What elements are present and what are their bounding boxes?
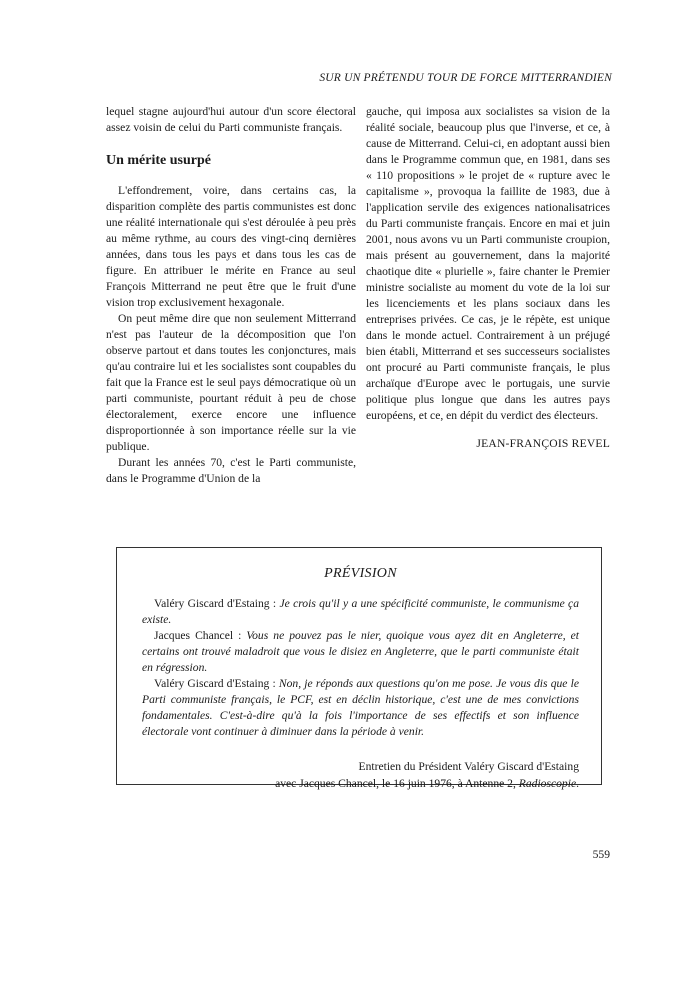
source-line-2: avec Jacques Chancel, le 16 juin 1976, à Antenne 2, xyxy=(275,777,519,790)
source-end: . xyxy=(576,777,579,790)
left-column xyxy=(106,104,356,487)
right-column xyxy=(366,104,610,452)
running-head: SUR UN PRÉTENDU TOUR DE FORCE MITTERRANDIEN xyxy=(319,72,612,84)
left-paragraph-2: On peut même dire que non seulement Mitterrand n'est pas l'auteur de la décomposition que l'on observe partout et dans toutes les conjonctures, mais qu'au contraire lui et les socialistes sont coupables du fait que la France est le seul pays démocratique où un parti communiste, pourtant réduit à peu de chose électoralement, exerce encore une influence disproportionnée à son importance réelle sur la vie publique. xyxy=(106,312,356,453)
left-intro-paragraph: lequel stagne aujourd'hui autour d'un score électoral assez voisin de celui du Parti communiste français. xyxy=(106,105,356,134)
exchange-1 xyxy=(142,596,579,628)
author-signature: JEAN-FRANÇOIS REVEL xyxy=(476,437,610,450)
exchange-2 xyxy=(142,628,579,676)
exchange-3 xyxy=(142,676,579,740)
box-title: PRÉVISION xyxy=(324,566,397,581)
speaker: Jacques Chancel : xyxy=(154,629,247,642)
left-paragraph-3: Durant les années 70, c'est le Parti communiste, dans le Programme d'Union de la xyxy=(106,456,356,485)
prevision-box xyxy=(116,547,602,790)
page-number: 559 xyxy=(592,848,610,861)
quote: Je crois qu'il y a une spécificité communiste, le communisme ça existe. xyxy=(142,597,579,626)
quote: Non, je réponds aux questions qu'on me pose. Je vous dis que le Parti communiste français, le PCF, est en déclin historique, c'est une de mes convictions fondamentales. C'est-à-dire qu'à la fois l'importance de ses effectifs et son influence électorale vont continuer à diminuer dans la période à venir. xyxy=(142,677,579,738)
left-paragraph-1: L'effondrement, voire, dans certains cas, la disparition complète des partis communistes est donc une réalité internationale qui s'est déroulée à peu près au même rythme, au cours des vingt-cinq dernières années, dans tous les pays et dans tous les cas de figure. En attribuer le mérite en France au seul François Mitterrand ne peut être que le fruit d'une vision trop exclusivement hexagonale. xyxy=(106,184,356,309)
program-name: Radioscopie xyxy=(518,777,577,790)
source-line-1: Entretien du Président Valéry Giscard d'Estaing xyxy=(358,760,579,773)
speaker: Valéry Giscard d'Estaing : xyxy=(154,597,280,610)
right-paragraph: gauche, qui imposa aux socialistes sa vision de la réalité sociale, beaucoup plus que l'inverse, et ce, à cause de Mitterrand. Celui-ci, en adoptant aussi bien dans le Programme commun que, en 1981, dans ses « 110 propositions » le projet de « rupture avec le capitalisme », provoqua la faillite de 1983, due à l'application servile des exigences nationalisatrices du Parti communiste français. Encore en mai et juin 2001, nous avons vu un Parti communiste croupion, mais présent au gouvernement, dans la majorité chaotique dite « plurielle », faire chanter le Premier ministre socialiste au moment du vote de la loi sur les licenciements et les plans sociaux dans les entreprises privées. Ce cas, je le répète, est unique dans le monde actuel. Contrairement à un préjugé bien établi, Mitterrand et ses successeurs socialistes ont procuré au Parti communiste français, le plus archaïque d'Europe avec le portugais, une survie politique plus longue que dans les autres pays européens, et ce, en dépit du verdict des électeurs. xyxy=(366,105,610,422)
quote: Vous ne pouvez pas le nier, quoique vous ayez dit en Angleterre, et certains ont trouvé maladroit que vous le disiez en Angleterre, que le parti communiste était en régression. xyxy=(142,629,580,674)
section-heading: Un mérite usurpé xyxy=(106,153,211,168)
speaker: Valéry Giscard d'Estaing : xyxy=(154,677,279,690)
interview-source xyxy=(142,758,579,792)
